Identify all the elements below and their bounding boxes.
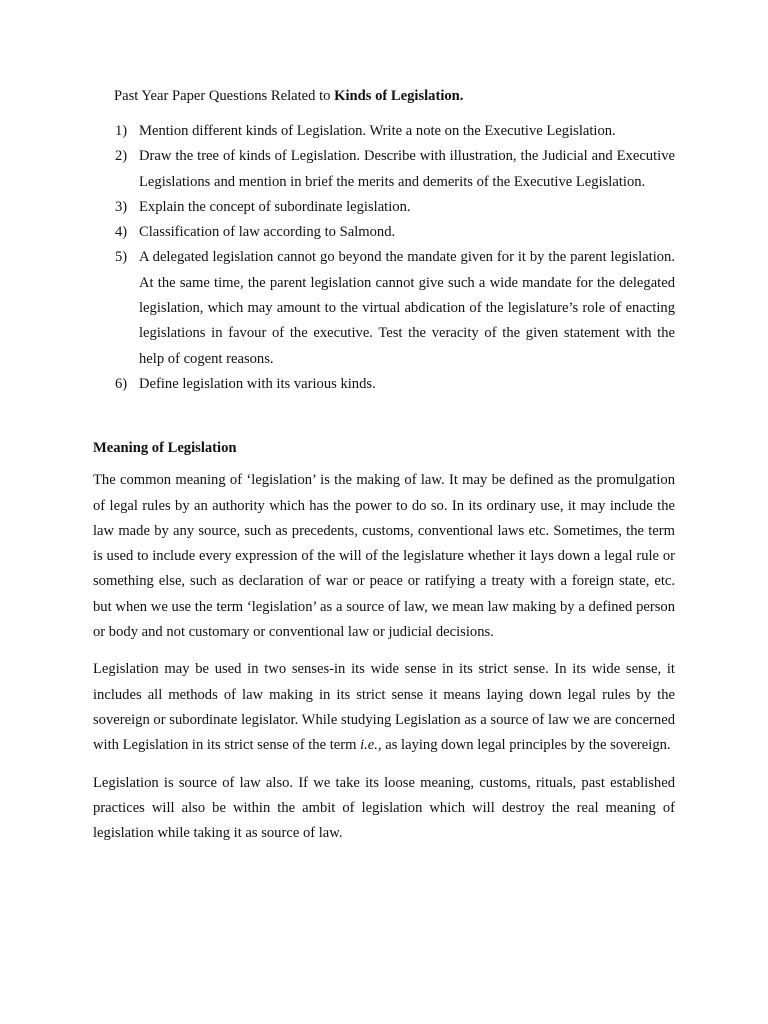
question-text: Mention different kinds of Legislation. Write a note on the Executive Legislation. xyxy=(139,123,616,139)
paragraph-senses xyxy=(93,657,675,758)
question-text: Classification of law according to Salmond. xyxy=(139,224,396,241)
question-item xyxy=(93,372,675,397)
paragraph-senses-text-a: Legislation may be used in two senses-in its wide sense in its strict sense. In its wide sense, it includes all methods of law making in its strict sense it means laying down legal rules by the sovereign or subordinate legislator. While studying Legislation as a source of law we are concerned with Legislation in its strict sense of the term xyxy=(93,661,675,754)
question-number: 5) xyxy=(115,249,128,266)
question-text: Explain the concept of subordinate legislation. xyxy=(139,198,411,215)
questions-heading-prefix: Past Year Paper Questions Related to xyxy=(114,88,335,104)
question-number: 4) xyxy=(115,224,128,241)
question-text: A delegated legislation cannot go beyond the mandate given for it by the parent legislation. At the same time, the parent legislation cannot give such a wide mandate for the delegated legislation, which may amount to the virtual abdication of the legislature’s role of enacting legislations in favour of the executive. Test the veracity of the given statement with the help of cogent reasons. xyxy=(139,249,675,367)
document-page xyxy=(93,86,675,858)
question-number: 6) xyxy=(115,375,128,392)
question-number: 2) xyxy=(115,148,128,165)
question-text: Define legislation with its various kinds. xyxy=(139,375,376,392)
questions-list xyxy=(93,119,675,397)
questions-heading-topic: Kinds of Legislation. xyxy=(334,88,464,104)
question-number: 1) xyxy=(115,123,128,139)
paragraph-senses-ie: i.e., xyxy=(360,737,382,754)
paragraph-source: Legislation is source of law also. If we take its loose meaning, customs, rituals, past established practices will also be within the ambit of legislation which will destroy the real meaning of legislation while taking it as source of law. xyxy=(93,774,675,842)
question-item xyxy=(93,195,675,220)
question-item xyxy=(93,245,675,371)
question-text: Draw the tree of kinds of Legislation. Describe with illustration, the Judicial and Executive Legislations and mention in brief the merits and demerits of the Executive Legislation. xyxy=(139,148,675,190)
question-item xyxy=(93,220,675,245)
question-item xyxy=(93,119,675,144)
paragraph-meaning: The common meaning of ‘legislation’ is the making of law. It may be defined as the promulgation of legal rules by an authority which has the power to do so. In its ordinary use, it may include the law made by any source, such as precedents, customs, conventional laws etc. Sometimes, the term is used to include every expression of the will of the legislature whether it lays down a legal rule or something else, such as declaration of war or peace or ratifying a treaty with a foreign state, etc. but when we use the term ‘legislation’ as a source of law, we mean law making by a defined person or body and not customary or conventional law or judicial decisions. xyxy=(93,472,675,641)
section-title: Meaning of Legislation xyxy=(93,440,237,457)
question-number: 3) xyxy=(115,198,128,215)
questions-heading xyxy=(114,86,675,106)
paragraph-senses-text-b: as laying down legal principles by the sovereign. xyxy=(381,737,671,754)
question-item xyxy=(93,144,675,195)
